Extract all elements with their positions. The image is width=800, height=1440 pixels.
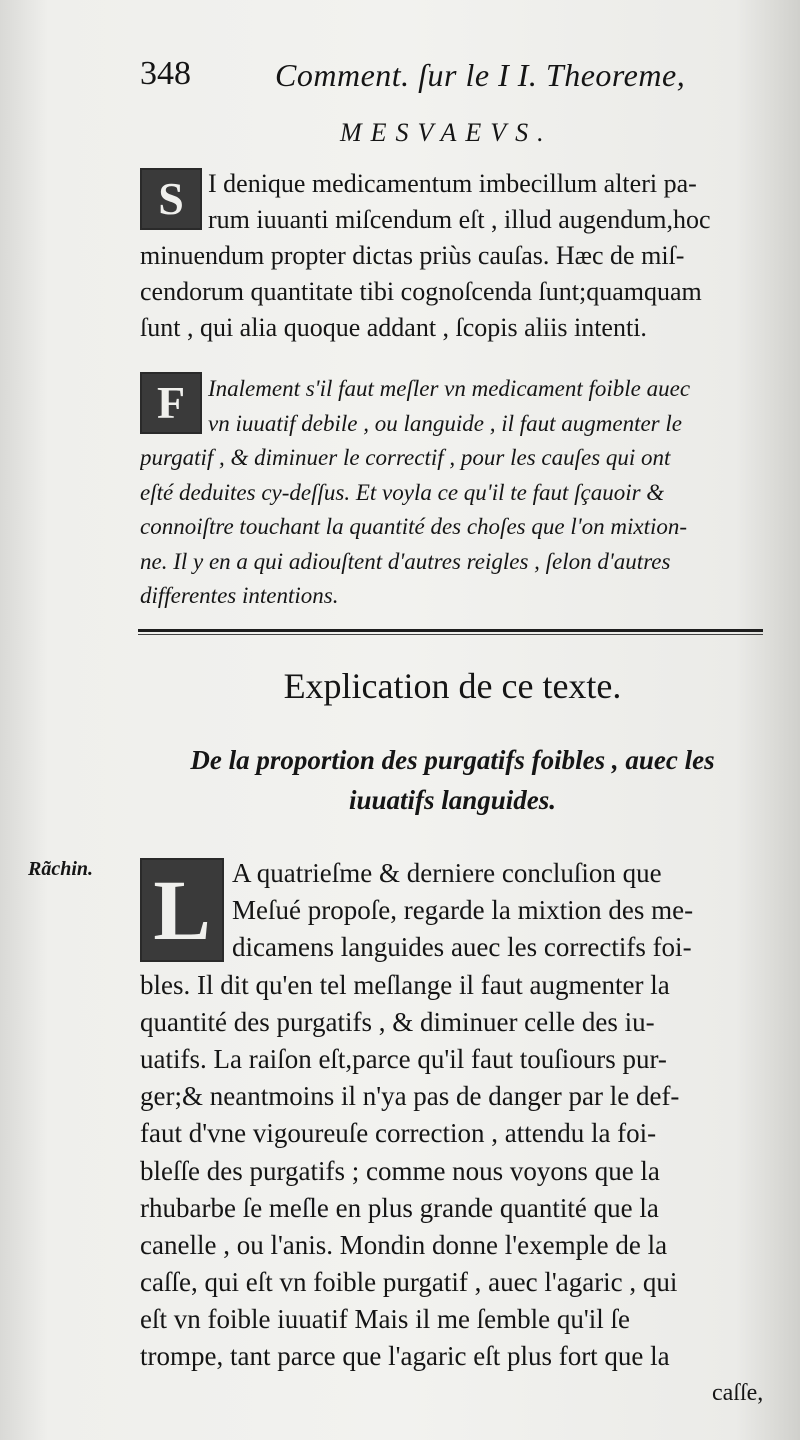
translation-line: vn iuuatif debile , ou languide , il faut augmenter le [208,410,682,436]
body-line: ger;& neantmoins il n'ya pas de danger par le def- [140,1081,680,1112]
margin-note: Rãchin. [28,858,94,880]
catchword: caſſe, [712,1380,764,1406]
french-translation-paragraph [140,372,765,614]
latin-paragraph [140,166,765,346]
body-line: uatifs. La raiſon eſt,parce qu'il faut touſiours pur- [140,1043,667,1074]
translation-line: connoiſtre touchant la quantité des choſes que l'on mixtion- [140,514,688,539]
latin-line: rum iuuanti miſcendum eſt , illud augendum,hoc [208,205,711,234]
body-paragraph [140,855,765,1376]
body-line: dicamens languides auec les correctifs foi- [232,932,692,963]
author-heading: MESVAEVS. [340,118,553,147]
translation-line: purgatif , & diminuer le correctif , pour les cauſes qui ont [140,445,671,470]
translation-line: differentes intentions. [140,583,339,608]
translation-line: Inalement s'il faut meſler vn medicament foible auec [208,376,691,401]
latin-line: cendorum quantitate tibi cognoſcenda ſunt;quamquam [140,277,702,306]
latin-line: ſunt , qui alia quoque addant , ſcopis aliis intenti. [140,313,647,342]
body-line: bleſſe des purgatifs ; comme nous voyons que la [140,1155,660,1186]
body-line: caſſe, qui eſt vn foible purgatif , auec l'agaric , qui [140,1267,678,1298]
body-line: trompe, tant parce que l'agaric eſt plus fort que la [140,1341,670,1372]
page-number: 348 [140,55,191,92]
body-line: Meſué propoſe, regarde la mixtion des me- [232,895,694,926]
running-head: Comment. ſur le I I. Theoreme, [275,57,686,93]
decorated-initial-l: L [140,858,224,962]
decorated-initial-s: S [140,168,202,230]
section-divider [138,629,763,632]
decorated-initial-f: F [140,372,202,434]
latin-line: I denique medicamentum imbecillum alteri pa- [208,169,697,198]
body-line: quantité des purgatifs , & diminuer celle des iu- [140,1006,655,1037]
section-title: Explication de ce texte. [283,666,622,706]
body-line: eſt vn foible iuuatif Mais il me ſemble qu'il ſe [140,1304,631,1335]
page-header [140,55,760,105]
subtitle-line-2: iuuatifs languides. [348,785,557,815]
section-divider-thin [138,634,763,635]
section-subtitle [140,740,765,820]
translation-line: ne. Il y en a qui adiouſtent d'autres reigles , ſelon d'autres [140,548,671,574]
latin-line: minuendum propter dictas priùs cauſas. Hæc de miſ- [140,241,685,270]
subtitle-line-1: De la proportion des purgatifs foibles , auec les [190,745,715,775]
body-line: A quatrieſme & derniere concluſion que [232,858,662,888]
body-line: faut d'vne vigoureuſe correction , attendu la foi- [140,1118,657,1149]
body-line: bles. Il dit qu'en tel meſlange il faut augmenter la [140,969,670,1000]
body-line: rhubarbe ſe meſle en plus grande quantité que la [140,1192,659,1223]
translation-line: eſté deduites cy-deſſus. Et voyla ce qu'il te faut ſçauoir & [140,479,665,505]
body-line: canelle , ou l'anis. Mondin donne l'exemple de la [140,1229,668,1260]
